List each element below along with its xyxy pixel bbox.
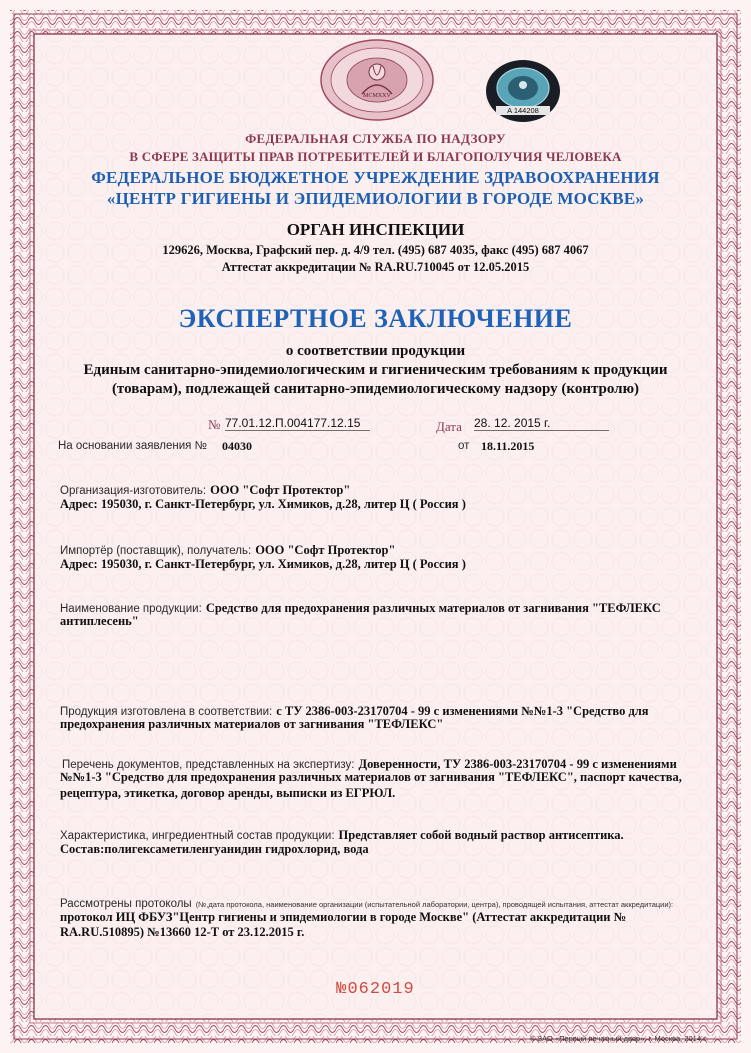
institution-line-1: ФЕДЕРАЛЬНОЕ БЮДЖЕТНОЕ УЧРЕЖДЕНИЕ ЗДРАВООХРАНЕНИЯ (91, 168, 660, 187)
manufacturer-address: Адрес: 195030, г. Санкт-Петербург, ул. Химиков, д.28, литер Ц ( Россия ) (60, 497, 466, 511)
standard-label: Продукция изготовлена в соответствии: (60, 706, 273, 718)
emblem-seal (318, 36, 436, 122)
organ-address: 129626, Москва, Графский пер. д. 4/9 тел. (495) 687 4035, факс (495) 687 4067 (162, 243, 589, 257)
product-value-1: Средство для предохранения различных материалов от загнивания "ТЕФЛЕКС (205, 601, 661, 615)
from-value: 18.11.2015 (481, 439, 535, 453)
manufacturer-value: ООО "Софт Протектор" (210, 483, 351, 497)
document-subtitle-1: о соответствии продукции (285, 343, 466, 359)
document-subtitle-3: (товарам), подлежащей санитарно-эпидемиологическому надзору (контролю) (111, 381, 640, 397)
composition-value-1: Представляет собой водный раствор антисептика. (338, 828, 624, 842)
documents-value-1: Доверенности, ТУ 2386-003-23170704 - 99 с изменениями (358, 757, 677, 771)
hologram-code: A 144208 (507, 106, 539, 115)
printer-imprint: © ЗАО «Первый печатный двор», г. Москва, 2014 г. (530, 1034, 707, 1043)
product-row (60, 599, 661, 617)
protocols-value-1: протокол ИЦ ФБУЗ"Центр гигиены и эпидемиологии в городе Москве" (Аттестат аккредитации № (60, 910, 627, 924)
agency-line-1: ФЕДЕРАЛЬНАЯ СЛУЖБА ПО НАДЗОРУ (245, 131, 506, 146)
from-label: от (458, 440, 470, 452)
composition-label: Характеристика, ингредиентный состав продукции: (60, 830, 335, 842)
organ-accreditation: Аттестат аккредитации № RA.RU.710045 от 12.05.2015 (221, 260, 530, 274)
product-value-2: антиплесень" (60, 614, 139, 628)
documents-value-2: №№1-3 "Средство для предохранения различных материалов от загнивания "ТЕФЛЕКС", паспорт качества, (60, 770, 682, 784)
date-label: Дата (436, 419, 462, 434)
number-label: № (208, 417, 221, 432)
documents-label: Перечень документов, представленных на экспертизу: (62, 759, 355, 771)
institution-line-2: «ЦЕНТР ГИГИЕНЫ И ЭПИДЕМИОЛОГИИ В ГОРОДЕ МОСКВЕ» (106, 189, 645, 208)
document-subtitle-2: Единым санитарно-эпидемиологическим и гигиеническим требованиям к продукции (83, 362, 668, 378)
organ-title: ОРГАН ИНСПЕКЦИИ (286, 220, 465, 239)
basis-label: На основании заявления № (58, 440, 207, 452)
basis-value: 04030 (222, 439, 252, 453)
protocols-hint: (№,дата протокола, наименование организации (испытательной лаборатории, центра), проводящей испытания, аттестат аккредитации): (195, 900, 674, 909)
documents-value-3: рецептура, этикетка, договор аренды, выписки из ЕГРЮЛ. (60, 786, 396, 800)
importer-label: Импортёр (поставщик), получатель: (60, 545, 252, 557)
composition-value-2: Состав:полигексаметиленгуанидин гидрохлорид, вода (60, 842, 369, 856)
importer-value: ООО "Софт Протектор" (255, 543, 396, 557)
importer-address: Адрес: 195030, г. Санкт-Петербург, ул. Химиков, д.28, литер Ц ( Россия ) (60, 557, 466, 571)
protocols-value-2: RA.RU.510895) №13660 12-Т от 23.12.2015 г. (60, 925, 305, 939)
protocols-label: Рассмотрены протоколы (60, 898, 192, 910)
manufacturer-label: Организация-изготовитель: (60, 485, 207, 497)
document-title: ЭКСПЕРТНОЕ ЗАКЛЮЧЕНИЕ (178, 304, 573, 333)
number-value: 77.01.12.П.004177.12.15 (225, 416, 370, 431)
date-value: 28. 12. 2015 г. (474, 416, 609, 431)
agency-line-2: В СФЕРЕ ЗАЩИТЫ ПРАВ ПОТРЕБИТЕЛЕЙ И БЛАГОПОЛУЧИЯ ЧЕЛОВЕКА (129, 149, 622, 164)
serial-number: №062019 (336, 980, 415, 999)
standard-value-1: с ТУ 2386-003-23170704 - 99 с изменениями №№1-3 "Средство для (276, 704, 649, 718)
emblem-year: MCMXXV (363, 93, 391, 99)
product-label: Наименование продукции: (60, 603, 202, 615)
standard-value-2: предохранения различных материалов от загнивания "ТЕФЛЕКС" (60, 717, 444, 731)
